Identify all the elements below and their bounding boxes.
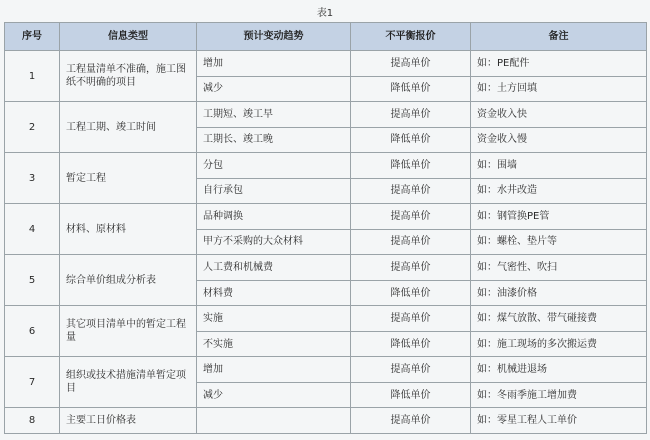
cell-quote: 提高单价 [351,204,471,230]
cell-note: 资金收入慢 [471,127,647,153]
header-row [5,23,647,51]
cell-trend: 不实施 [197,331,351,357]
cell-quote: 提高单价 [351,255,471,281]
cell-note: 如：螺栓、垫片等 [471,229,647,255]
cell-seq: 3 [5,153,60,204]
cell-note: 如：气密性、吹扫 [471,255,647,281]
cell-trend: 甲方不采购的大众材料 [197,229,351,255]
cell-info-type: 其它项目清单中的暂定工程量 [60,306,197,357]
table-caption: 表1 [316,8,334,19]
cell-info-type: 主要工日价格表 [60,408,197,434]
cell-trend: 分包 [197,153,351,179]
cell-info-type: 综合单价组成分析表 [60,255,197,306]
cell-trend: 自行承包 [197,178,351,204]
cell-trend: 人工费和机械费 [197,255,351,281]
cell-seq: 8 [5,408,60,434]
cell-trend: 品种调换 [197,204,351,230]
cell-note: 资金收入快 [471,102,647,128]
price-strategy-table [4,22,647,434]
cell-quote: 提高单价 [351,229,471,255]
cell-quote: 降低单价 [351,331,471,357]
cell-quote: 提高单价 [351,357,471,383]
cell-seq: 6 [5,306,60,357]
cell-quote: 降低单价 [351,127,471,153]
table-row [5,51,647,77]
cell-seq: 2 [5,102,60,153]
cell-trend: 减少 [197,76,351,102]
cell-trend: 工期长、竣工晚 [197,127,351,153]
cell-seq: 4 [5,204,60,255]
cell-trend: 工期短、竣工早 [197,102,351,128]
cell-trend: 增加 [197,51,351,77]
cell-seq: 1 [5,51,60,102]
cell-trend [197,408,351,434]
cell-note: 如：PE配件 [471,51,647,77]
cell-note: 如：机械进退场 [471,357,647,383]
cell-note: 如：零星工程人工单价 [471,408,647,434]
cell-trend: 实施 [197,306,351,332]
header-info-type: 信息类型 [60,23,197,51]
cell-quote: 提高单价 [351,408,471,434]
cell-trend: 减少 [197,382,351,408]
cell-note: 如：施工现场的多次搬运费 [471,331,647,357]
table-row [5,357,647,383]
cell-info-type: 暂定工程 [60,153,197,204]
cell-quote: 降低单价 [351,153,471,179]
table-row [5,204,647,230]
header-unbalanced-quote: 不平衡报价 [351,23,471,51]
cell-quote: 提高单价 [351,306,471,332]
cell-quote: 降低单价 [351,382,471,408]
cell-note: 如：冬雨季施工增加费 [471,382,647,408]
table-row [5,255,647,281]
cell-note: 如：油漆价格 [471,280,647,306]
cell-note: 如：钢管换PE管 [471,204,647,230]
cell-info-type: 工程工期、竣工时间 [60,102,197,153]
table-row [5,408,647,434]
cell-trend: 材料费 [197,280,351,306]
cell-quote: 降低单价 [351,76,471,102]
table-row [5,306,647,332]
cell-seq: 5 [5,255,60,306]
cell-info-type: 材料、原材料 [60,204,197,255]
header-trend: 预计变动趋势 [197,23,351,51]
cell-quote: 降低单价 [351,280,471,306]
cell-quote: 提高单价 [351,102,471,128]
cell-quote: 提高单价 [351,51,471,77]
cell-note: 如：土方回填 [471,76,647,102]
header-note: 备注 [471,23,647,51]
header-seq: 序号 [5,23,60,51]
cell-info-type: 组织或技术措施清单暂定项目 [60,357,197,408]
table-row [5,102,647,128]
cell-note: 如：煤气放散、带气碰接费 [471,306,647,332]
cell-info-type: 工程量清单不准确，施工图纸不明确的项目 [60,51,197,102]
cell-note: 如：围墙 [471,153,647,179]
cell-trend: 增加 [197,357,351,383]
table-row [5,153,647,179]
cell-note: 如：水井改造 [471,178,647,204]
cell-quote: 提高单价 [351,178,471,204]
cell-seq: 7 [5,357,60,408]
